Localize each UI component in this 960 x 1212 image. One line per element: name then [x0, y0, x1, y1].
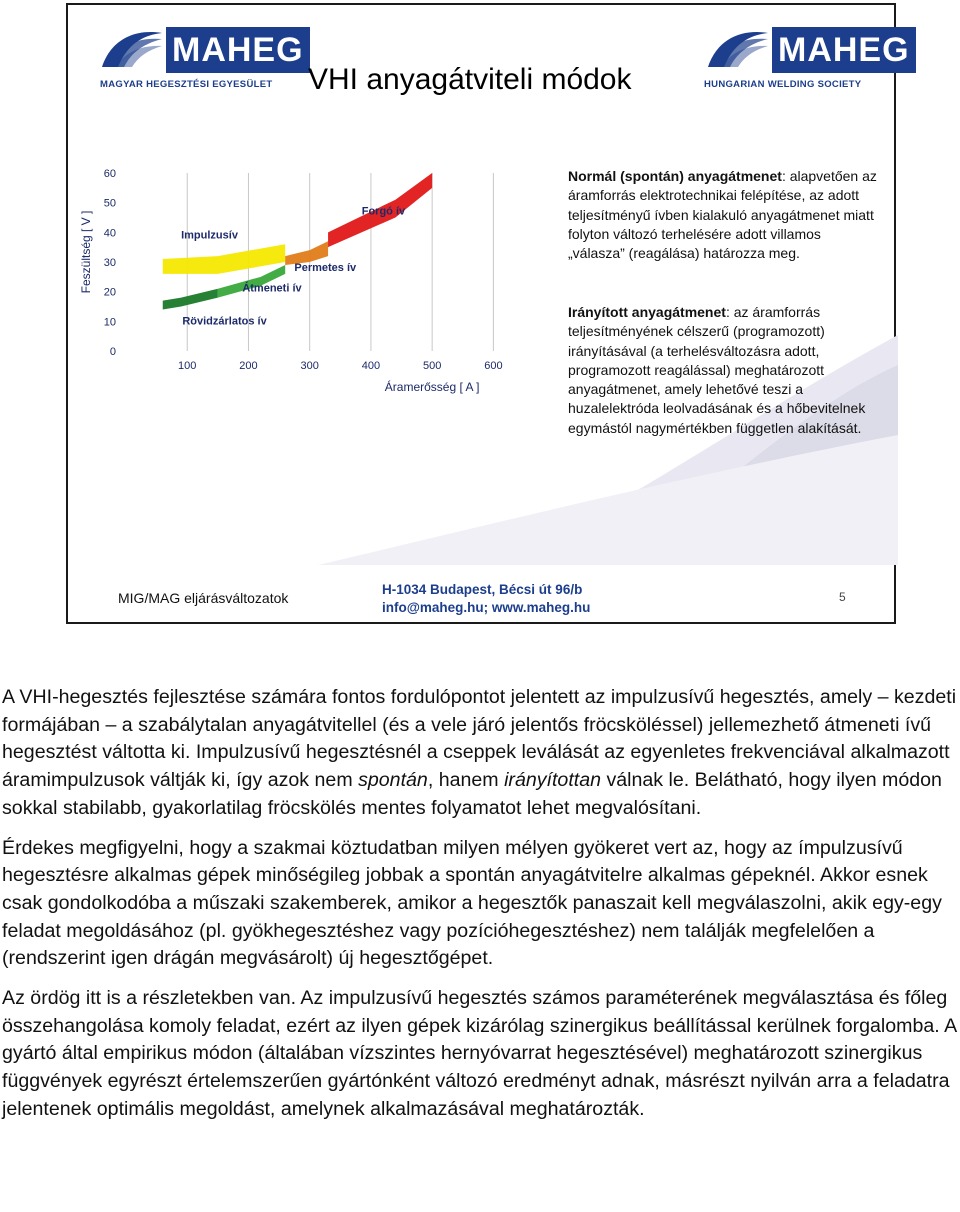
logo-wordmark: MAHEG — [166, 27, 310, 73]
controlled-transfer-description — [568, 303, 878, 438]
region-label: Impulzusív — [181, 229, 238, 242]
paragraph-3: Az ördög itt is a részletekben van. Az impulzusívű hegesztés számos paraméterének megválasztása és főleg összehangolása komoly feladat, ezért az ilyen gépek kizárólag szinergikus beállítással kerülnek forgalomba. A gyártó által empirikus módon (általában vízszintes hernyóvarrat hegesztésével) meghatározott szinergikus függvények egyrészt értelemszerűen gyártónként változó eredményt adnak, másrészt nyilván arra a feladatra jelentenek optimális megoldást, amelynek alkalmazásával meghatározták. — [2, 987, 957, 1120]
x-tick-label: 100 — [178, 360, 197, 372]
controlled-transfer-heading: Irányított anyagátmenet — [568, 304, 726, 320]
region-label: Permetes ív — [294, 261, 357, 274]
y-tick-label: 30 — [103, 257, 116, 269]
presentation-slide — [66, 3, 910, 624]
x-tick-label: 200 — [239, 360, 258, 372]
y-tick-label: 50 — [103, 197, 116, 210]
region-label: Forgó ív — [361, 205, 406, 218]
controlled-transfer-text: : az áramforrás teljesítményének célszerű (programozott) irányításával (a terhelésváltozásra adott, programozott reagálással) meghatározott anyagátmenet, amely lehetővé teszi a huzalelektróda leolvadásának és a hőbevitelnek egymástól nagymértékben független alakítását. — [568, 304, 866, 436]
emphasis-spontan: spontán — [358, 769, 428, 792]
normal-transfer-heading: Normál (spontán) anyagátmenet — [568, 168, 782, 184]
x-axis-label: Áramerősség [ A ] — [384, 380, 480, 394]
paragraph-1-part-b: , hanem — [427, 769, 505, 792]
paragraph-1-part-c: válnak le. Belátható, hogy ilyen módon sokkal stabilabb, gyakorlatilag fröcskölés mentes folyamatot lehet megvalósítani. — [2, 769, 942, 819]
y-tick-label: 0 — [109, 346, 116, 358]
arc-mode-chart — [74, 151, 544, 401]
slide-page-number: 5 — [839, 590, 846, 604]
y-tick-label: 20 — [103, 286, 116, 299]
region-impulzusív — [163, 244, 285, 274]
paragraph-2: Érdekes megfigyelni, hogy a szakmai köztudatban milyen mélyen gyökeret vert az, hogy az ímpulzusívű hegesztésre alkalmas gépek minőségileg jobbak a spontán anyagátvitelre alkalmas gépeknél. Akkor esnek csak gondolkodóba a műszaki szakemberek, amikor a hegesztők panaszait kell megválaszolni, akik egy-egy feladat megoldásához (pl. gyökhegesztéshez vagy pozícióhegesztéshez) nem találják megfelelően a (rendszerint igen drágán megvásárolt) új hegesztőgépet. — [2, 836, 942, 970]
slide-footer-address — [382, 581, 590, 617]
y-axis-label: Feszültség [ V ] — [79, 210, 93, 294]
contact-line: info@maheg.hu; www.maheg.hu — [382, 600, 591, 615]
paragraph-1-part-a: A VHI-hegesztés fejlesztése számára fontos fordulópontot jelentett az impulzusívű hegesztés, amely – kezdeti formájában – a szabálytalan anyagátvitellel (és a vele járó jelentős fröcsköléssel) jellemezhető átmeneti ívű hegesztést váltotta ki. Impulzusívű hegesztésnél a cseppek leválását az egyenletes frekvenciával alkalmazott áramimpulzusok váltják ki, így azok nem — [2, 686, 957, 792]
maheg-flag-icon — [704, 27, 770, 73]
logo-subtitle: HUNGARIAN WELDING SOCIETY — [704, 79, 862, 90]
normal-transfer-text: : alapvetően az áramforrás elektrotechnikai felépítése, az adott teljesítményű ívben kialakuló anyagátmenet miatt folyton változó terhelésére adott villamos „válasza” (reagálása) határozza meg. — [568, 168, 877, 262]
emphasis-iranyitottan: irányítottan — [504, 769, 602, 792]
x-tick-label: 300 — [300, 360, 319, 372]
x-tick-label: 600 — [484, 360, 503, 372]
y-tick-label: 40 — [103, 227, 116, 240]
article-body — [2, 684, 960, 1124]
logo-subtitle: MAGYAR HEGESZTÉSI EGYESÜLET — [100, 79, 273, 90]
slide-footer-topic: MIG/MAG eljárásváltozatok — [118, 590, 289, 606]
y-tick-label: 60 — [103, 168, 116, 180]
region-label: Átmeneti ív — [242, 282, 302, 295]
y-tick-label: 10 — [103, 316, 116, 329]
x-tick-label: 400 — [361, 360, 381, 372]
address-line: H-1034 Budapest, Bécsi út 96/b — [382, 582, 583, 597]
x-tick-label: 500 — [422, 360, 442, 372]
paragraph-1 — [2, 684, 960, 823]
normal-transfer-description — [568, 167, 878, 263]
slide-title: VHI anyagátviteli módok — [308, 63, 632, 96]
region-rövidzárlatos-ív — [163, 289, 218, 310]
region-label: Rövidzárlatos ív — [182, 315, 267, 328]
maheg-flag-icon — [98, 27, 164, 73]
logo-wordmark: MAHEG — [772, 27, 916, 73]
